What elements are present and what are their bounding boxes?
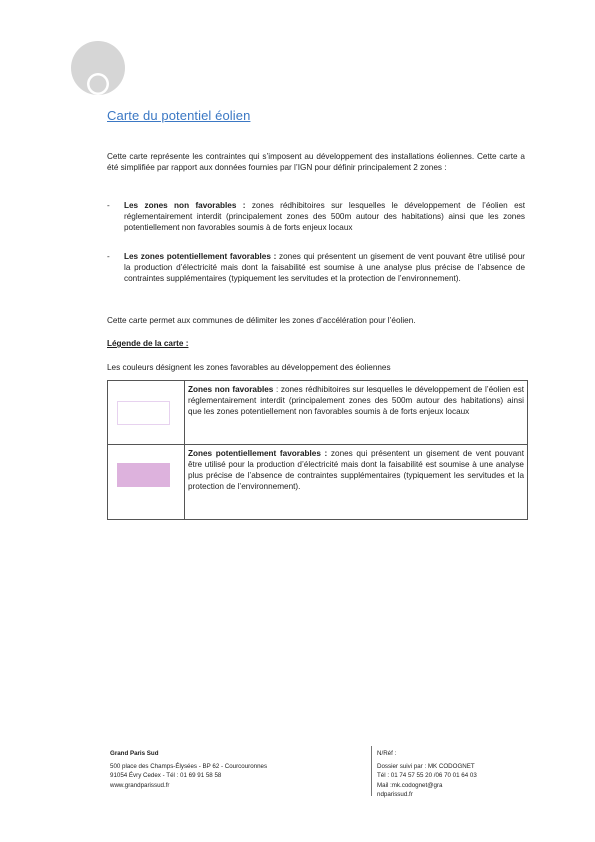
legend-subtitle: Les couleurs désignent les zones favorables au développement des éoliennes xyxy=(107,363,391,372)
footer-org: Grand Paris Sud xyxy=(110,750,159,757)
bullet-dash: - xyxy=(107,201,110,210)
legend-label: Zones potentiellement favorables : xyxy=(188,449,328,458)
legend-swatch-cell xyxy=(108,445,185,520)
footer-contact xyxy=(377,749,477,800)
bullet-text: zones rédhibitoires sur lesquelles le développement de l’éolien est réglementairement interdit (principalement zones des 500m autour des habitations) ainsi que les zones potentiellement non favorables soumis à de forts enjeux locaux xyxy=(124,201,525,232)
legend-heading: Légende de la carte : xyxy=(107,339,189,348)
footer-tel: Tél : 01 74 57 55 20 /06 70 01 64 03 xyxy=(377,772,477,779)
bullet-dash: - xyxy=(107,252,110,261)
intro-paragraph: Cette carte représente les contraintes qui s’imposent au développement des installations éoliennes. Cette carte a été simplifiée par rapport aux données fournies par l’IGN pour définir principalement 2 zones : xyxy=(107,152,525,172)
legend-row-non-favorable xyxy=(108,381,528,445)
page-title: Carte du potentiel éolien xyxy=(107,108,251,123)
legend-swatch-favorable xyxy=(117,463,170,487)
bullet-favorable xyxy=(107,251,525,284)
bullet-non-favorable xyxy=(107,200,525,233)
legend-description xyxy=(185,381,528,445)
legend-swatch-cell xyxy=(108,381,185,445)
footer-address-line1: 500 place des Champs-Élysées - BP 62 - Courcouronnes xyxy=(110,762,268,770)
footer-address-line2: 91054 Évry Cedex - Tél : 01 69 91 58 58 xyxy=(110,772,222,779)
footer-dossier: Dossier suivi par : MK CODOGNET xyxy=(377,762,475,770)
legend-row-favorable xyxy=(108,445,528,520)
footer-mail-line1[interactable]: Mail :mk.codognet@gra xyxy=(377,781,443,789)
legend-label: Zones non favorables xyxy=(188,385,274,394)
bullet-text: zones qui présentent un gisement de vent pouvant être utilisé pour la production d’électricité mais dont la faisabilité est soumise à une analyse plus précise de l’absence de contraintes supplémentaires (typiquement les servitudes et la protection de l’environnement). xyxy=(124,252,525,283)
legend-swatch-non-favorable xyxy=(117,401,170,425)
bullet-label: Les zones potentiellement favorables : xyxy=(124,252,277,261)
conclusion-paragraph: Cette carte permet aux communes de délimiter les zones d’accélération pour l’éolien. xyxy=(107,316,416,325)
footer-ref: N/Réf : xyxy=(377,750,397,757)
legend-text: zones qui présentent un gisement de vent pouvant être utilisé pour la production d’électricité mais dont la faisabilité est soumise à une analyse plus précise de l’absence de contraintes supplémentaires (typiquement les servitudes et la protection de l’environnement). xyxy=(188,449,524,491)
footer-divider xyxy=(371,746,372,796)
footer-address xyxy=(110,749,267,790)
legend-table xyxy=(107,380,528,520)
footer-website-link[interactable]: www.grandparissud.fr xyxy=(110,781,170,789)
legend-description xyxy=(185,445,528,520)
legend-text: : zones rédhibitoires sur lesquelles le développement de l’éolien est réglementairement interdit (principalement zones des 500m autour des habitations) ainsi que les zones potentiellement non favorables soumis à de forts enjeux locaux xyxy=(188,385,524,416)
logo-icon xyxy=(70,40,126,96)
footer-mail-line2[interactable]: ndparissud.fr xyxy=(377,791,413,798)
bullet-label: Les zones non favorables : xyxy=(124,201,246,210)
